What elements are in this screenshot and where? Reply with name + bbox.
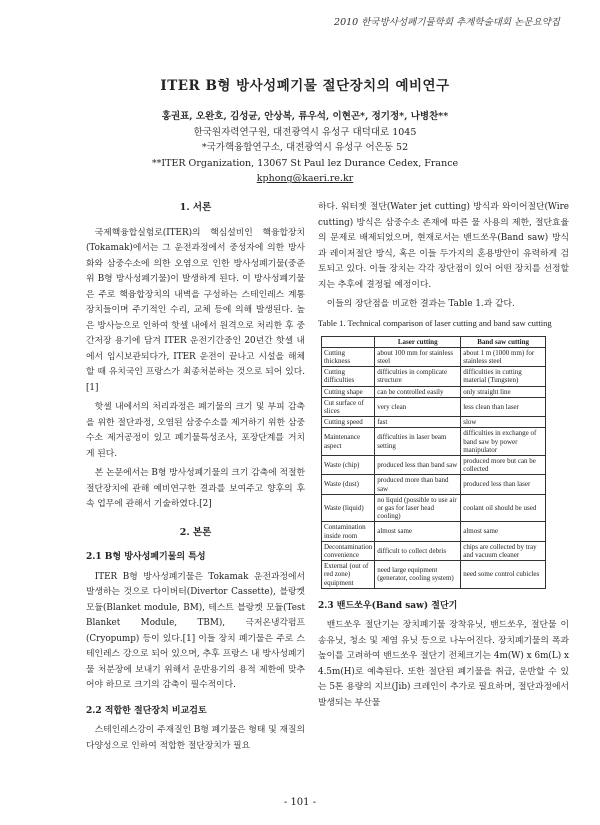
conference-header: 2010 한국방사성폐기물학회 추계학술대회 논문요약집	[334, 17, 560, 28]
left-column	[86, 200, 305, 758]
table-row	[322, 541, 546, 560]
table-row-header-cell: External (out of red zone) equipment	[322, 561, 375, 589]
table-cell: almost same	[461, 522, 546, 541]
author-email-link[interactable]: kphong@kaeri.re.kr	[256, 173, 354, 185]
section-2-title: 2. 본론	[179, 526, 212, 538]
table-cell: difficulties in complicate structure	[375, 367, 461, 386]
table-row	[322, 386, 546, 397]
table-row	[322, 522, 546, 541]
subsection-2-3-paragraph: 밴드쏘우 절단기는 장치폐기물 장착유닛, 밴드쏘우, 절단물 이송유닛, 청소 및 제염 유닛 등으로 나누어진다. 장치폐기물의 폭과 높이를 고려하여 밴드쏘우 절단기 전체크기는 4m(W) x 6m(L) x 4.5m(H)로 예측된다. 또한 절단된 폐기물을 취급, 운반할 수 있는 5톤 용량의 지브(Jib) 크레인이 추가로 필요하며, 절단과정에서 발생되는 부산물	[318, 620, 569, 708]
table-cell: produced less than band saw	[375, 455, 461, 474]
page-number: - 101 -	[283, 797, 317, 808]
table-cell: need some control cubicles	[461, 561, 546, 589]
table-header-cell: Band saw cutting	[461, 336, 546, 347]
table-row	[322, 561, 546, 589]
subsection-2-2-title: 2.2 적합한 절단장치 비교검토	[86, 705, 207, 716]
right-column	[318, 200, 569, 715]
table-cell: difficulties in laser beam setting	[375, 428, 461, 456]
table-cell: about 1 m (1000 mm) for stainless steel	[461, 347, 546, 366]
table-header-cell: Laser cutting	[375, 336, 461, 347]
table-row-header-cell: Contamination inside room	[322, 522, 375, 541]
authors-block	[60, 109, 550, 187]
affiliation-3: **ITER Organization, 13067 St Paul lez Durance Cedex, France	[151, 157, 459, 169]
table-cell: slow	[461, 417, 546, 428]
table-cell: very clean	[375, 397, 461, 416]
table-row-header-cell: Cutting shape	[322, 386, 375, 397]
table-cell: about 100 mm for stainless steel	[375, 347, 461, 366]
section-1-title: 1. 서론	[179, 202, 212, 213]
table-cell: produced less than laser	[461, 475, 546, 494]
table-row-header-cell: Cutting difficulties	[322, 367, 375, 386]
cutting-methods-paragraph: 하다. 워터젯 절단(Water jet cutting) 방식과 와이어절단(Wire cutting) 방식은 삼중수소 존재에 따른 물 사용의 제한, 절단효율의 문제로 배제되었으며, 현재로서는 밴드쏘우(Band saw) 방식과 레이저절단 방식, 혹은 이들 두가지의 혼용방안이 유력하게 검토되고 있다. 이들 장치는 각각 장단점이 있어 어떤 장치를 선정할 지는 추후에 결정될 예정이다.	[318, 202, 569, 290]
comparison-table	[321, 336, 546, 589]
table-cell: only straight line	[461, 386, 546, 397]
table-row	[322, 475, 546, 494]
table-row-header-cell: Maintenance aspect	[322, 428, 375, 456]
table-header-row	[322, 336, 546, 347]
paper-title: ITER B형 방사성폐기물 절단장치의 예비연구	[160, 78, 450, 94]
table-cell: need large equipment (generator, cooling system)	[375, 561, 461, 589]
author-names: 홍권표, 오완호, 김성균, 안상복, 류우석, 이현곤*, 정기정*, 나병찬**	[161, 111, 449, 122]
table-caption: Table 1. Technical comparison of laser cutting and band saw cutting	[318, 317, 552, 328]
intro-paragraph-3: 본 논문에서는 B형 방사성폐기물의 크기 감축에 적절한 절단장치에 관해 예비연구한 결과를 보여주고 향후의 후속 업무에 관해서 기술하였다.[2]	[86, 468, 305, 509]
table-row-header-cell: Cutting thickness	[322, 347, 375, 366]
table-row-header-cell: Decontamination convenience	[322, 541, 375, 560]
table-cell: can be controlled easily	[375, 386, 461, 397]
table-cell: difficulties in cutting material (Tungsten)	[461, 367, 546, 386]
table-cell: produced more but can be collected	[461, 455, 546, 474]
table-cell: difficult to collect debris	[375, 541, 461, 560]
affiliation-2: *국가핵융합연구소, 대전광역시 유성구 어은동 52	[201, 142, 409, 154]
table-cell: less clean than laser	[461, 397, 546, 416]
intro-paragraph-2: 핫셀 내에서의 처리과정은 폐기물의 크기 및 부피 감축을 위한 절단과정, 오염된 삼중수소를 제거하기 위한 삼중수소 제거공정이 있고 폐기물특성조사, 포장단계를 거치게 된다.	[86, 402, 305, 459]
table-row	[322, 417, 546, 428]
table-row	[322, 367, 546, 386]
table-header-cell	[322, 336, 375, 347]
table-row	[322, 428, 546, 456]
table-row	[322, 455, 546, 474]
comparison-intro-paragraph: 이들의 장단점을 비교한 결과는 Table 1.과 같다.	[326, 299, 515, 309]
subsection-2-1-title: 2.1 B형 방사성폐기물의 특성	[86, 552, 206, 562]
intro-paragraph-1: 국제핵융합실험로(ITER)의 핵심설비인 핵융합장치(Tokamak)에서는 그 운전과정에서 중성자에 의한 방사화와 삼중수소에 의한 오염으로 인한 방사성폐기물(중준위 B형 방사성폐기물)이 발생하게 된다. 이 방사성폐기물은 주로 핵융합장치의 내벽을 구성하는 스테인레스 계통 장치들이며 주기적인 수리, 교체 등에 의해 발생된다. 높은 방사능으로 인하여 핫셀 내에서 원격으로 처리한 후 중간저장 용기에 담겨 ITER 운전기간중인 20년간 핫셀 내에서 임시보관되다가, ITER 운전이 끝나고 시설을 해체할 때 유치국인 프랑스가 최종처분하는 것으로 되어 있다.[1]	[86, 227, 305, 393]
table-row-header-cell: Waste (chip)	[322, 455, 375, 474]
table-row-header-cell: Cutting speed	[322, 417, 375, 428]
subsection-2-3-title: 2.3 밴드쏘우(Band saw) 절단기	[318, 600, 458, 611]
table-row-header-cell: Waste (liquid)	[322, 494, 375, 522]
table-cell: no liquid (possible to use air or gas for laser head cooling)	[375, 494, 461, 522]
table-cell: chips are collected by tray and vacuum cleaner	[461, 541, 546, 560]
subsection-2-2-paragraph: 스테인레스강이 주재질인 B형 폐기물은 형태 및 재질의 다양성으로 인하여 적합한 절단장치가 필요	[86, 725, 305, 751]
table-row-header-cell: Cut surface of slices	[322, 397, 375, 416]
table-row	[322, 494, 546, 522]
table-row	[322, 347, 546, 366]
table-cell: produced more than band saw	[375, 475, 461, 494]
affiliation-1: 한국원자력연구원, 대전광역시 유성구 대덕대로 1045	[193, 126, 417, 138]
table-cell: fast	[375, 417, 461, 428]
table-cell: coolant oil should be used	[461, 494, 546, 522]
subsection-2-1-paragraph: ITER B형 방사성폐기물은 Tokamak 운전과정에서 발생하는 것으로 다이버터(Divertor Cassette), 블랑켓 모듈(Blanket module, BM), 테스트 블랑켓 모듈(Test Blanket Module, TBM), 극저온냉각펌프(Cryopump) 등이 있다.[1] 이들 장치 폐기물은 주로 스테인레스 강으로 되어 있으며, 추후 프랑스 내 방사성폐기물 처분장에 보내기 위해서 운반용기의 용적 제한에 맞추어야 하므로 크기의 감축이 필수적이다.	[86, 571, 305, 690]
table-cell: difficulties in exchange of band saw by power manipulator	[461, 428, 546, 456]
table-cell: almost same	[375, 522, 461, 541]
table-row-header-cell: Waste (dust)	[322, 475, 375, 494]
table-row	[322, 397, 546, 416]
